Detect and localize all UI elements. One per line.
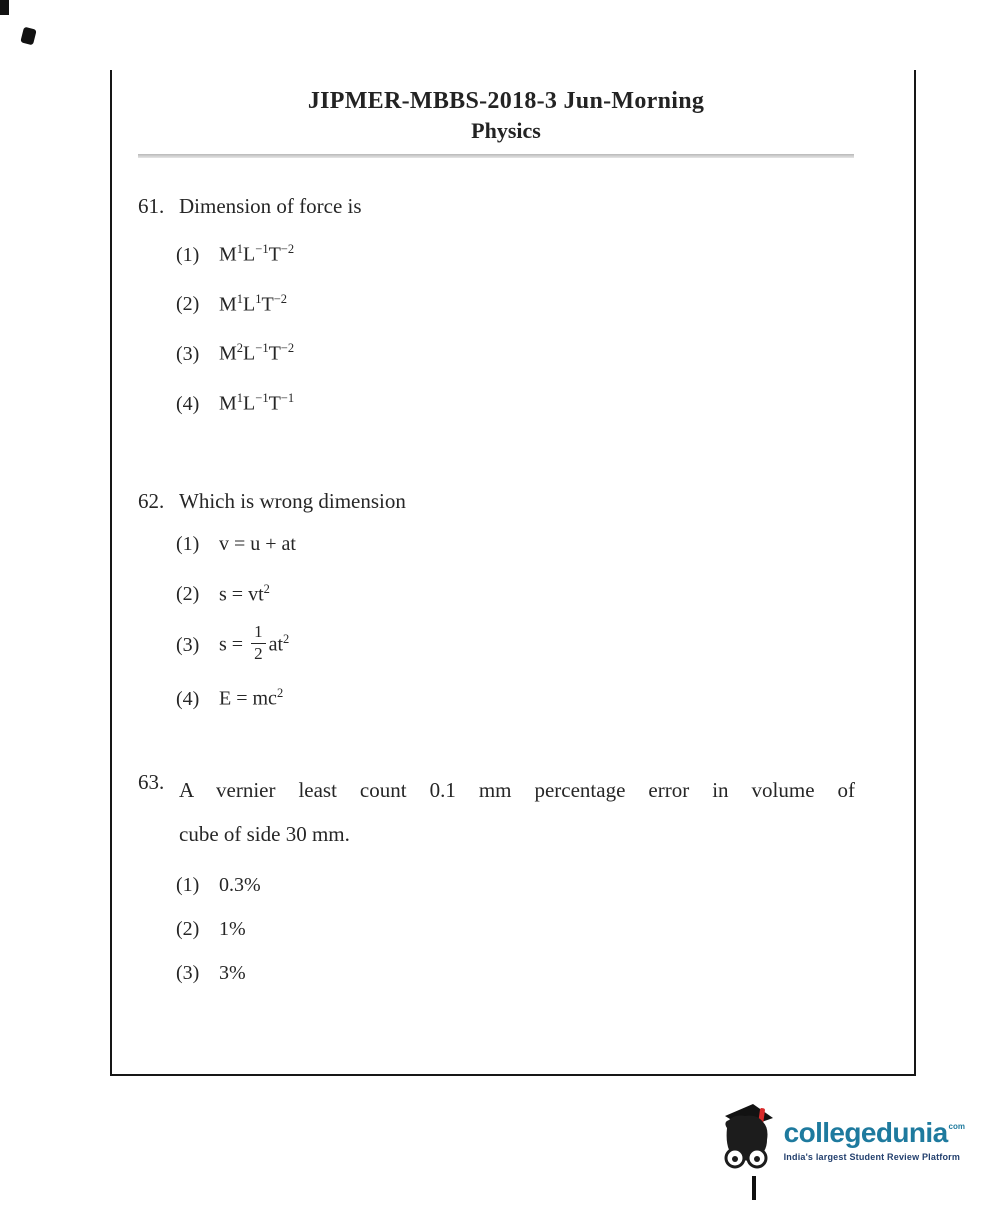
question-text <box>179 768 855 856</box>
brand-column <box>784 1118 965 1162</box>
question-number: 61. <box>138 194 165 218</box>
option-formula: $M^2L^{-1}T^{-2}$ <box>219 341 295 365</box>
option-label: (3) <box>176 342 200 365</box>
question-header <box>138 192 874 220</box>
option-row <box>176 286 874 318</box>
option-label: (2) <box>176 583 200 606</box>
option-row <box>176 335 874 367</box>
option-row <box>176 385 874 417</box>
collegedunia-mascot-icon <box>715 1102 777 1178</box>
question-number: 63. <box>138 769 165 794</box>
option-row <box>176 576 874 608</box>
brand-name: collegedunia <box>783 1117 948 1148</box>
option-row <box>176 960 874 986</box>
page-content <box>112 70 914 986</box>
option-formula: $s = vt^2$ <box>219 581 270 606</box>
divider-rule <box>138 154 854 158</box>
option-row <box>176 531 874 557</box>
section-title: Physics <box>471 118 541 143</box>
option-label: (1) <box>176 532 200 555</box>
option-label: (3) <box>176 633 200 656</box>
question-63 <box>138 768 874 986</box>
tassel-mark <box>752 1176 756 1200</box>
option-formula: $M^1L^{-1}T^{-2}$ <box>219 242 295 266</box>
option-text: 3% <box>219 961 246 984</box>
option-row <box>176 916 874 942</box>
question-number: 62. <box>138 488 165 513</box>
scan-artifact <box>0 0 9 15</box>
question-header <box>138 487 874 515</box>
option-formula: $M^1L^1T^{-2}$ <box>219 291 288 316</box>
brand-tagline: India's largest Student Review Platform <box>783 1152 961 1162</box>
option-label: (4) <box>176 392 200 415</box>
question-62 <box>138 487 874 712</box>
question-text-line2: cube of side 30 mm. <box>179 821 350 846</box>
option-label: (4) <box>176 687 200 710</box>
option-formula: $E = mc^2$ <box>219 686 284 710</box>
options-list <box>176 236 874 417</box>
option-row <box>176 622 874 666</box>
option-row <box>176 872 874 898</box>
question-header <box>138 768 874 856</box>
page-title: JIPMER-MBBS-2018-3 Jun-Morning <box>307 88 705 114</box>
option-label: (2) <box>176 917 200 940</box>
question-61 <box>138 192 874 417</box>
option-formula: s = $\frac{1}{2}$ $at^2$ <box>219 622 290 663</box>
option-text: 0.3% <box>219 873 261 896</box>
option-text: 1% <box>219 917 246 940</box>
option-label: (2) <box>176 293 200 316</box>
question-text-line1: A vernier least count 0.1 mm percentage error in volume of <box>179 777 855 802</box>
option-row <box>176 236 874 268</box>
page-frame <box>110 70 916 1076</box>
option-formula: v = u + at <box>219 532 296 555</box>
question-text: Which is wrong dimension <box>179 488 406 513</box>
options-list <box>176 531 874 712</box>
brand-suffix: com <box>948 1122 965 1131</box>
option-label: (3) <box>176 961 200 984</box>
scan-artifact <box>20 27 36 46</box>
option-label: (1) <box>176 243 200 266</box>
brand-row <box>784 1118 965 1148</box>
option-row <box>176 680 874 712</box>
option-formula: $M^1L^{-1}T^{-1}$ <box>219 390 295 415</box>
options-list <box>176 872 874 986</box>
collegedunia-logo <box>715 1102 965 1178</box>
option-label: (1) <box>176 873 200 896</box>
question-text: Dimension of force is <box>179 194 362 218</box>
